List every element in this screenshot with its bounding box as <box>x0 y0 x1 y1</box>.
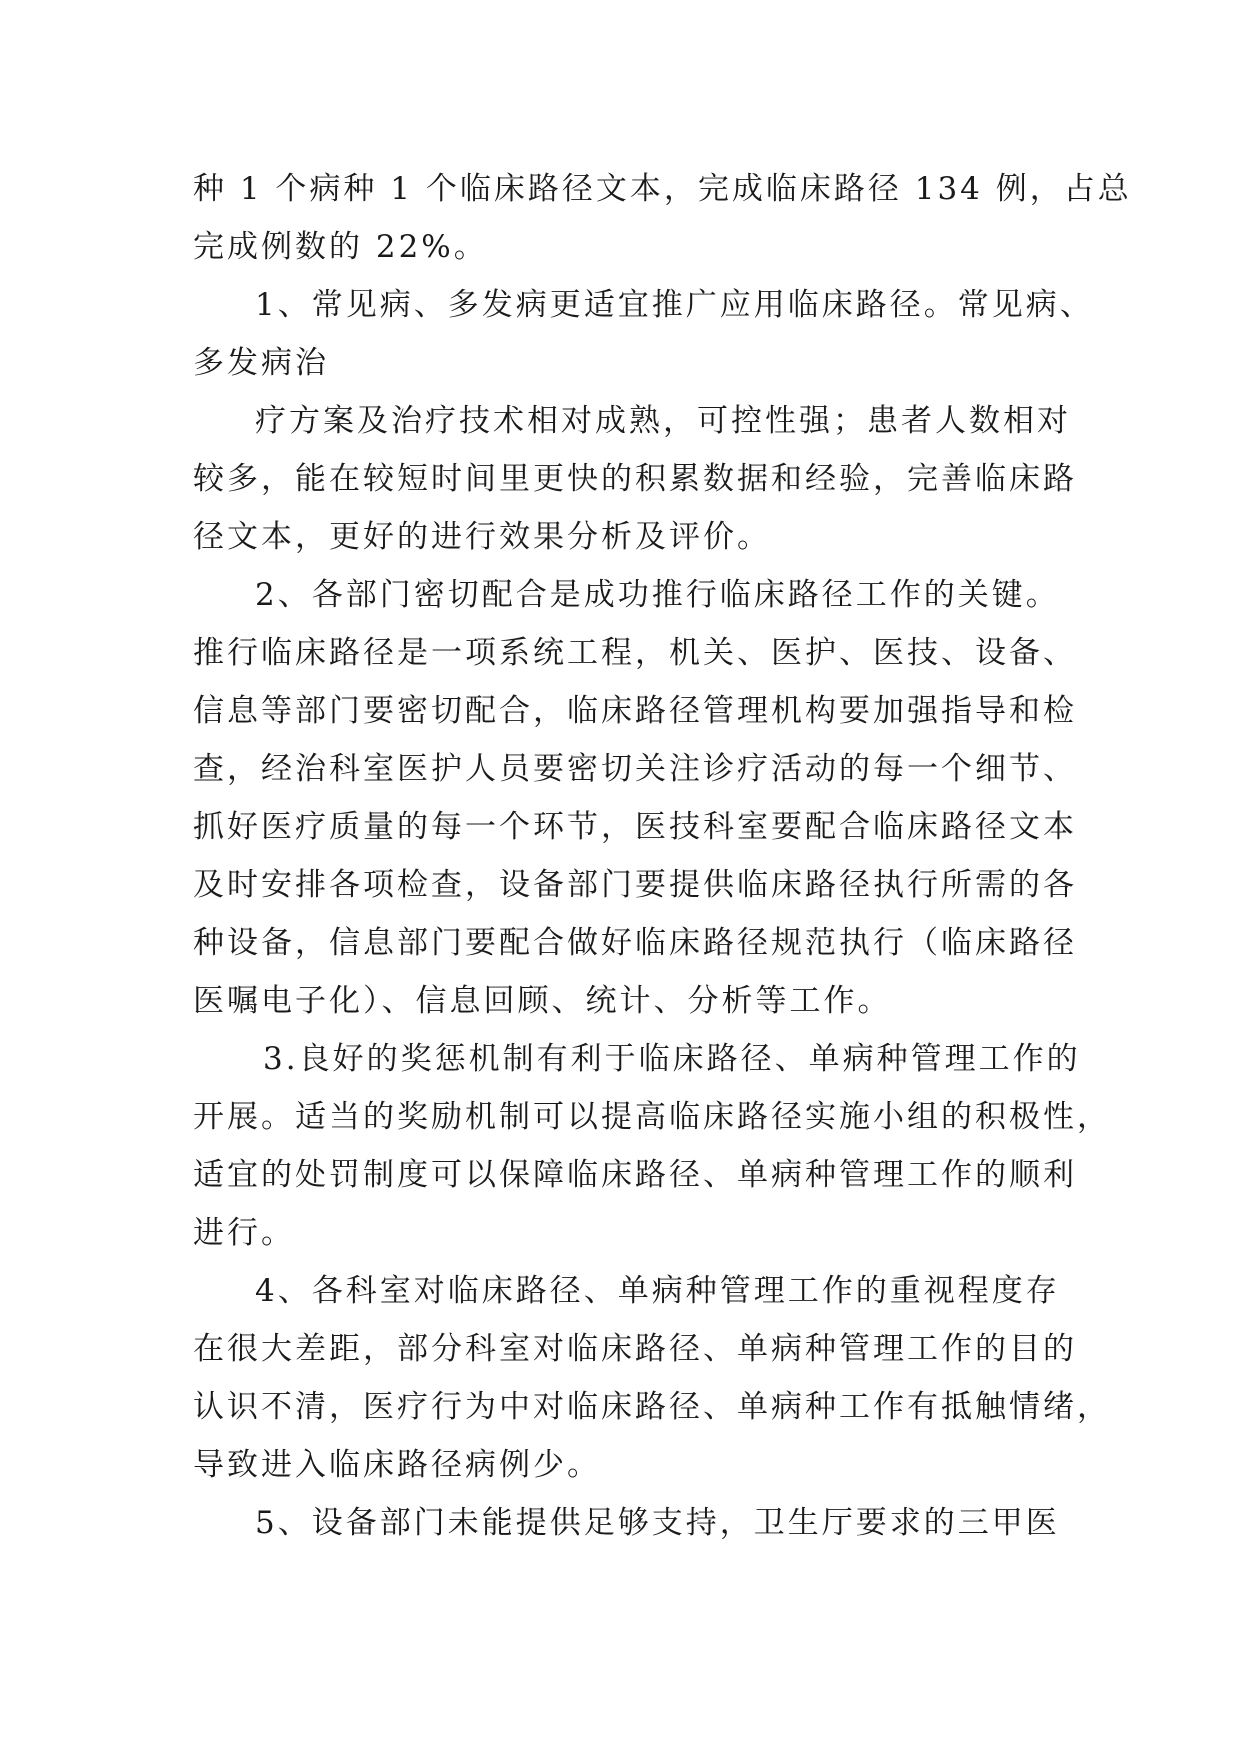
text-line: 认识不清，医疗行为中对临床路径、单病种工作有抵触情绪， <box>193 1389 1111 1425</box>
text-line: 4、各科室对临床路径、单病种管理工作的重视程度存 <box>255 1273 1060 1309</box>
text-line: 1、常见病、多发病更适宜推广应用临床路径。常见病、 <box>255 287 1094 323</box>
text-line: 查，经治科室医护人员要密切关注诊疗活动的每一个细节、 <box>193 751 1077 787</box>
text-line: 导致进入临床路径病例少。 <box>193 1447 601 1483</box>
text-line: 径文本，更好的进行效果分析及评价。 <box>193 519 771 555</box>
text-line: 在很大差距，部分科室对临床路径、单病种管理工作的目的 <box>193 1331 1077 1367</box>
text-line: 较多，能在较短时间里更快的积累数据和经验，完善临床路 <box>193 461 1077 497</box>
text-line: 5、设备部门未能提供足够支持，卫生厅要求的三甲医 <box>255 1505 1060 1541</box>
text-line: 3.良好的奖惩机制有利于临床路径、单病种管理工作的 <box>263 1041 1081 1077</box>
text-line: 疗方案及治疗技术相对成熟，可控性强；患者人数相对 <box>255 403 1071 439</box>
text-line: 信息等部门要密切配合，临床路径管理机构要加强指导和检 <box>193 693 1077 729</box>
text-line: 适宜的处罚制度可以保障临床路径、单病种管理工作的顺利 <box>193 1157 1077 1193</box>
text-line: 医嘱电子化）、信息回顾、统计、分析等工作。 <box>193 983 892 1019</box>
text-line: 推行临床路径是一项系统工程，机关、医护、医技、设备、 <box>193 635 1077 671</box>
text-line: 2、各部门密切配合是成功推行临床路径工作的关键。 <box>255 577 1060 613</box>
text-line: 完成例数的 22%。 <box>193 229 488 265</box>
text-line: 种设备，信息部门要配合做好临床路径规范执行（临床路径 <box>193 925 1077 961</box>
text-line: 多发病治 <box>193 345 329 381</box>
text-line: 种 1 个病种 1 个临床路径文本，完成临床路径 134 例，占总 <box>193 171 1132 207</box>
text-line: 及时安排各项检查，设备部门要提供临床路径执行所需的各 <box>193 867 1077 903</box>
text-line: 进行。 <box>193 1215 295 1251</box>
text-line: 抓好医疗质量的每一个环节，医技科室要配合临床路径文本 <box>193 809 1077 845</box>
text-line: 开展。适当的奖励机制可以提高临床路径实施小组的积极性， <box>193 1099 1111 1135</box>
document-body <box>193 160 1132 1552</box>
